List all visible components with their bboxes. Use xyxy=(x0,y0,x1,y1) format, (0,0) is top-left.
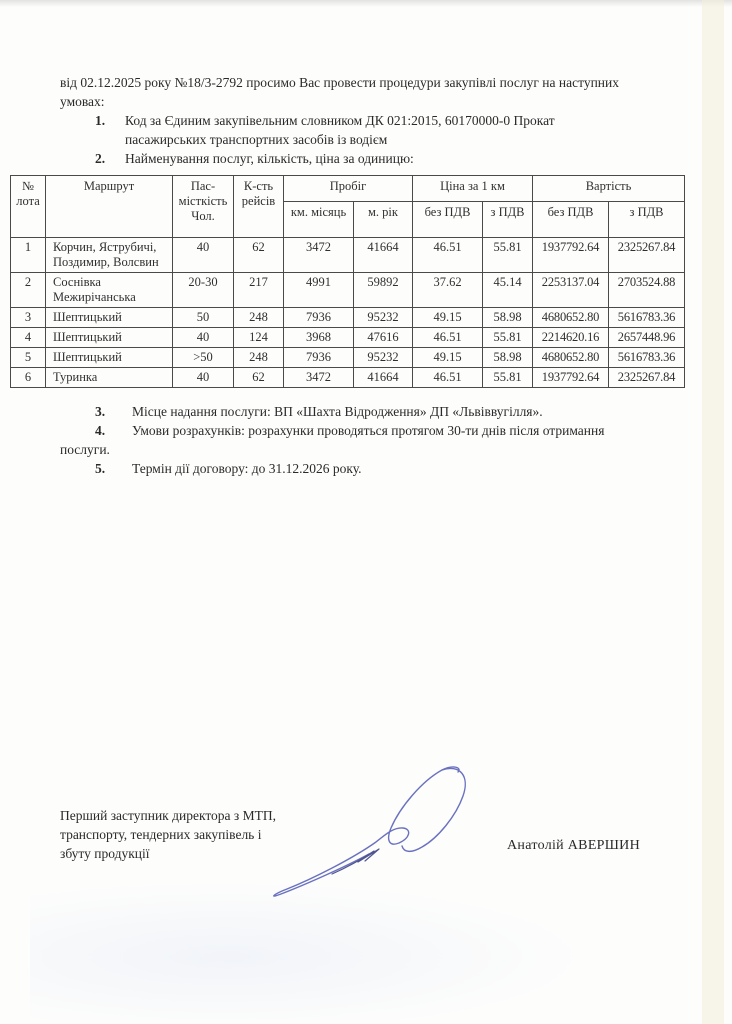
col-header-price-group: Ціна за 1 км xyxy=(413,176,533,202)
table-cell: Туринка xyxy=(46,368,173,388)
col-header-cost-no-vat: без ПДВ xyxy=(533,202,609,238)
table-cell: 49.15 xyxy=(413,308,483,328)
table-cell: 46.51 xyxy=(413,368,483,388)
table-cell: Шептицький xyxy=(46,328,173,348)
signatory-name: Анатолій АВЕРШИН xyxy=(507,838,641,853)
table-cell: 62 xyxy=(234,238,284,273)
table-cell: >50 xyxy=(173,348,234,368)
table-cell: 1 xyxy=(11,238,46,273)
table-cell: 46.51 xyxy=(413,328,483,348)
table-cell: 50 xyxy=(173,308,234,328)
list-number: 3. xyxy=(95,404,106,419)
table-cell: 7936 xyxy=(284,348,354,368)
table-cell: 20-30 xyxy=(173,273,234,308)
table-cell: 2 xyxy=(11,273,46,308)
list-item-text: Найменування послуг, кількість, ціна за одиницю: xyxy=(125,151,414,166)
col-header-capacity: Пас-місткість Чол. xyxy=(173,176,234,238)
table-cell: Соснівка Межирічанська xyxy=(46,273,173,308)
col-header-trips: К-сть рейсів xyxy=(234,176,284,238)
table-cell: 41664 xyxy=(354,368,413,388)
table-cell: 62 xyxy=(234,368,284,388)
terms-section xyxy=(60,402,676,478)
services-table xyxy=(10,175,685,388)
table-cell: 1937792.64 xyxy=(533,368,609,388)
table-cell: 2325267.84 xyxy=(609,238,685,273)
col-header-mileage-year: м. рік xyxy=(354,202,413,238)
table-row xyxy=(11,308,685,328)
table-cell: 47616 xyxy=(354,328,413,348)
table-cell: 7936 xyxy=(284,308,354,328)
col-header-cost-group: Вартість xyxy=(533,176,685,202)
list-item-3 xyxy=(60,402,676,421)
table-cell: 37.62 xyxy=(413,273,483,308)
table-cell: 58.98 xyxy=(483,308,533,328)
table-cell: 95232 xyxy=(354,348,413,368)
table-cell: 55.81 xyxy=(483,368,533,388)
list-item-text: Умови розрахунків: розрахунки проводяться протягом 30-ти днів після отримання xyxy=(132,423,605,438)
intro-section xyxy=(60,73,676,168)
col-header-route: Маршрут xyxy=(46,176,173,238)
list-item-text: Термін дії договору: до 31.12.2026 року. xyxy=(132,461,362,476)
table-cell: 217 xyxy=(234,273,284,308)
list-number: 4. xyxy=(95,423,106,438)
col-header-lot: № лота xyxy=(11,176,46,238)
table-cell: 4991 xyxy=(284,273,354,308)
table-cell: 2657448.96 xyxy=(609,328,685,348)
table-cell: 248 xyxy=(234,308,284,328)
list-item-4 xyxy=(60,421,676,459)
list-item-text-continued: послуги. xyxy=(60,442,110,457)
list-number: 2. xyxy=(95,151,106,166)
handwritten-signature xyxy=(262,762,472,907)
table-cell: Корчин, Яструбичі, Поздимир, Волсвин xyxy=(46,238,173,273)
table-cell: Шептицький xyxy=(46,348,173,368)
table-cell: 4 xyxy=(11,328,46,348)
table-row xyxy=(11,348,685,368)
table-cell: 3968 xyxy=(284,328,354,348)
table-cell: 2214620.16 xyxy=(533,328,609,348)
list-item-text: Місце надання послуги: ВП «Шахта Відродження» ДП «Львіввугілля». xyxy=(132,404,543,419)
signatory-title: Перший заступник директора з МТП, транспорту, тендерних закупівель і збуту продукції xyxy=(60,808,276,861)
table-cell: 3472 xyxy=(284,238,354,273)
table-cell: 5 xyxy=(11,348,46,368)
table-cell: 55.81 xyxy=(483,238,533,273)
list-number: 5. xyxy=(95,461,106,476)
list-item-text-continued: пасажирських транспортних засобів із водієм xyxy=(125,132,388,147)
list-item-text: Код за Єдиним закупівельним словником ДК 021:2015, 60170000-0 Прокат xyxy=(125,113,555,128)
table-cell: 40 xyxy=(173,328,234,348)
table-cell: 3 xyxy=(11,308,46,328)
table-cell: 40 xyxy=(173,238,234,273)
col-header-mileage-group: Пробіг xyxy=(284,176,413,202)
table-cell: 248 xyxy=(234,348,284,368)
table-row xyxy=(11,238,685,273)
col-header-mileage-month: км. місяць xyxy=(284,202,354,238)
table-cell: 3472 xyxy=(284,368,354,388)
table-cell: 55.81 xyxy=(483,328,533,348)
scan-top-edge-artifact xyxy=(0,0,732,7)
table-cell: 59892 xyxy=(354,273,413,308)
table-cell: 5616783.36 xyxy=(609,308,685,328)
table-cell: 95232 xyxy=(354,308,413,328)
table-cell: 49.15 xyxy=(413,348,483,368)
list-item-2 xyxy=(95,149,676,168)
table-cell: 4680652.80 xyxy=(533,348,609,368)
list-item-1 xyxy=(95,111,676,149)
table-cell: 4680652.80 xyxy=(533,308,609,328)
table-cell: 2325267.84 xyxy=(609,368,685,388)
intro-line: від 02.12.2025 року №18/3-2792 просимо Вас провести процедури закупівлі послуг на наступних xyxy=(60,75,619,90)
table-cell: 2253137.04 xyxy=(533,273,609,308)
table-cell: 5616783.36 xyxy=(609,348,685,368)
table-cell: 46.51 xyxy=(413,238,483,273)
table-cell: 41664 xyxy=(354,238,413,273)
table-row xyxy=(11,273,685,308)
table-cell: 58.98 xyxy=(483,348,533,368)
table-cell: Шептицький xyxy=(46,308,173,328)
table-cell: 124 xyxy=(234,328,284,348)
table-cell: 40 xyxy=(173,368,234,388)
col-header-price-with-vat: з ПДВ xyxy=(483,202,533,238)
table-cell: 6 xyxy=(11,368,46,388)
intro-line: умовах: xyxy=(60,94,105,109)
table-cell: 45.14 xyxy=(483,273,533,308)
col-header-cost-with-vat: з ПДВ xyxy=(609,202,685,238)
table-cell: 2703524.88 xyxy=(609,273,685,308)
table-cell: 1937792.64 xyxy=(533,238,609,273)
list-number: 1. xyxy=(95,113,106,128)
table-row xyxy=(11,328,685,348)
col-header-price-no-vat: без ПДВ xyxy=(413,202,483,238)
table-row xyxy=(11,368,685,388)
route-table-body xyxy=(11,238,685,388)
scan-right-strip-artifact xyxy=(702,0,724,1024)
list-item-5 xyxy=(60,459,676,478)
